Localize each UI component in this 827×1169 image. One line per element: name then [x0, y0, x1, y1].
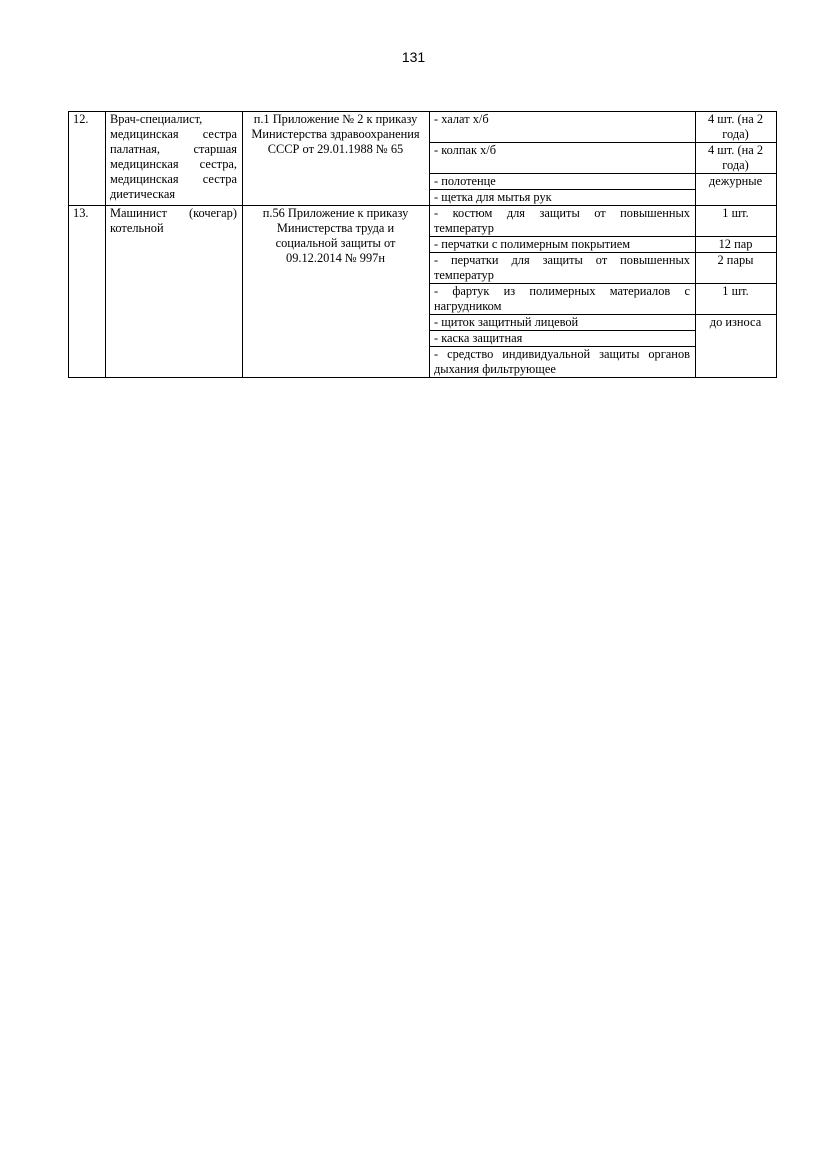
ppe-table	[68, 111, 777, 378]
regulation-basis: п.1 Приложение № 2 к приказу Министерства здравоохранения СССР от 29.01.1988 № 65	[243, 112, 430, 206]
row-number: 12.	[69, 112, 106, 206]
ppe-quantity: 4 шт. (на 2 года)	[696, 143, 777, 174]
ppe-quantity: до износа	[696, 315, 777, 378]
ppe-quantity: 4 шт. (на 2 года)	[696, 112, 777, 143]
ppe-item: - колпак х/б	[430, 143, 696, 174]
job-title: Машинист (кочегар) котельной	[106, 206, 243, 378]
job-title: Врач-специалист, медицинская сестра палатная, старшая медицинская сестра, медицинская сестра диетическая	[106, 112, 243, 206]
ppe-quantity: 2 пары	[696, 253, 777, 284]
ppe-item: - перчатки с полимерным покрытием	[430, 237, 696, 253]
ppe-quantity: дежурные	[696, 174, 777, 206]
ppe-quantity: 12 пар	[696, 237, 777, 253]
ppe-item: - фартук из полимерных материалов с нагрудником	[430, 284, 696, 315]
regulation-basis: п.56 Приложение к приказу Министерства труда и социальной защиты от 09.12.2014 № 997н	[243, 206, 430, 378]
ppe-item: - щетка для мытья рук	[430, 190, 696, 206]
ppe-item: - халат х/б	[430, 112, 696, 143]
table-row	[69, 206, 777, 237]
ppe-quantity: 1 шт.	[696, 206, 777, 237]
ppe-quantity: 1 шт.	[696, 284, 777, 315]
page-number: 131	[401, 49, 426, 65]
table-row	[69, 112, 777, 143]
ppe-item: - костюм для защиты от повышенных температур	[430, 206, 696, 237]
ppe-item: - каска защитная	[430, 331, 696, 347]
row-number: 13.	[69, 206, 106, 378]
ppe-item: - полотенце	[430, 174, 696, 190]
ppe-item: - средство индивидуальной защиты органов дыхания фильтрующее	[430, 347, 696, 378]
ppe-item: - перчатки для защиты от повышенных температур	[430, 253, 696, 284]
ppe-item: - щиток защитный лицевой	[430, 315, 696, 331]
